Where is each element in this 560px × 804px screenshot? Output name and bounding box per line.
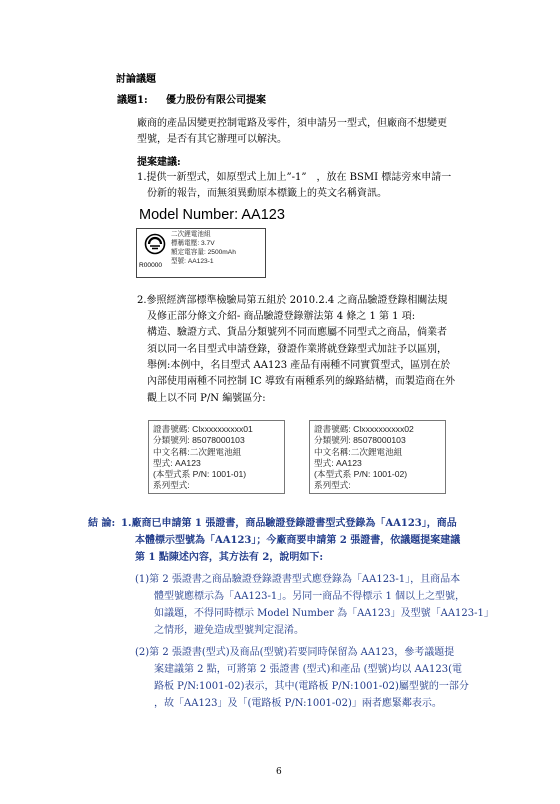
cert-model: 型式: AA123 [314,457,362,468]
conclusion-label: 結 論: [88,518,116,529]
conclusion-sub1-line: (1)第 2 張證書之商品驗證登錄證書型式應登錄為「AA123-1」，且商品本 [135,574,461,585]
proposal-1-line: 份新的報告，而無須異動原本標籤上的英文名稱資訊。 [147,188,387,199]
proposal-2-line: 2.參照經濟部標準檢驗局第五組於 2010.2.4 之商品驗證登錄相關法規 [137,295,448,306]
proposal-2-line: 舉例:本例中，名目型式 AA123 產品有兩種不同實質型式，區別在於 [147,360,451,371]
label-line: 額定電容量: 2500mAh [171,249,236,256]
label-line: 型號: AA123-1 [171,258,214,265]
conclusion-sub2-line: 案建議第 2 點，可將第 2 張證書 (型式)和產品 (型號)均以 AA123(電 [154,664,463,675]
conclusion-line: 1.廠商已申請第 1 張證書，商品驗證登錄證書型式登錄為「AA123」，商品 [121,518,457,529]
conclusion-line: 第 1 點陳述內容，其方法有 2，說明如下: [135,552,324,563]
certificate-box [148,420,285,494]
cert-part-number: (本型式系 P/N: 1001-02) [314,469,408,480]
description-line: 廠商的產品因變更控制電路及零件，須申請另一型式，但廠商不想變更 [137,118,447,129]
proposal-1-line: 1.提供一新型式，如原型式上加上”-1” ，放在 BSMI 標誌旁來申請一 [137,172,452,183]
cert-number: 證書號碼: Clxxxxxxxxxx02 [314,424,414,434]
product-label [136,228,266,278]
cert-model: 型式: AA123 [153,457,201,468]
cert-series: 系列型式: [314,480,351,491]
cert-series: 系列型式: [153,480,190,491]
conclusion-sub2-line: ，故「AA123」及「(電路板 P/N:1001-02)」兩者應緊鄰表示。 [154,698,442,709]
description-line: 型號，是否有其它辦理可以解決。 [137,134,287,145]
label-line: 標稱電壓: 3.7V [171,240,215,247]
section-title: 討論議題 [116,74,156,85]
conclusion-sub2-line: (2)第 2 張證書(型式)及商品(型號)若要同時保留為 AA123，參考議題提 [135,647,455,658]
proposal-2-line: 觀上以不同 P/N 編號區分: [147,393,266,404]
cert-chinese-name: 中文名稱:二次鋰電池組 [153,446,242,457]
conclusion-sub1-line: 之情形，避免造成型號判定混淆。 [154,625,304,636]
label-line: 二次鋰電池組 [171,231,211,238]
topic-title: 優力股份有限公司提案 [166,95,266,106]
cert-part-number: (本型式系 P/N: 1001-01) [153,469,247,480]
cert-class-number: 分類號列: 85078000103 [314,435,406,446]
conclusion-sub2-line: 路板 P/N:1001-02)表示，其中(電路板 P/N:1001-02)屬型號的一部分 [154,681,469,692]
cert-chinese-name: 中文名稱:二次鋰電池組 [314,446,403,457]
conclusion-line: 本體標示型號為「AA123」；今廠商要申請第 2 張證書，依議題提案建議 [135,535,461,546]
certificate-box [309,420,446,494]
proposal-2-line: 及修正部分條文介紹- 商品驗證登錄辦法第 4 條之 1 第 1 項: [147,311,416,322]
proposal-title: 提案建議: [137,157,181,168]
proposal-2-line: 須以同一名目型式申請登錄，發證作業將就登錄型式加註予以區別， [147,344,447,355]
model-number-label: Model Number: AA123 [139,207,285,223]
topic-number: 議題1: [117,95,148,106]
cert-class-number: 分類號列: 85078000103 [153,435,245,446]
proposal-2-line: 構造、驗證方式、貨品分類號列不同而應屬不同型式之商品，倘業者 [147,327,447,338]
cert-number: 證書號碼: Clxxxxxxxxxx01 [153,424,253,434]
page-number: 6 [276,767,282,777]
label-code: R00000 [139,262,163,269]
proposal-2-line: 內部使用兩種不同控制 IC 導致有兩種系列的線路結構，而製造商在外 [147,376,455,387]
conclusion-sub1-line: 如議題，不得同時標示 Model Number 為「AA123」及型號「AA123-1」 [154,608,494,619]
conclusion-sub1-line: 體型號應標示為「AA123-1」。另同一商品不得標示 1 個以上之型號， [154,591,465,602]
label-lines [171,230,236,266]
bsmi-mark-icon [144,233,166,255]
